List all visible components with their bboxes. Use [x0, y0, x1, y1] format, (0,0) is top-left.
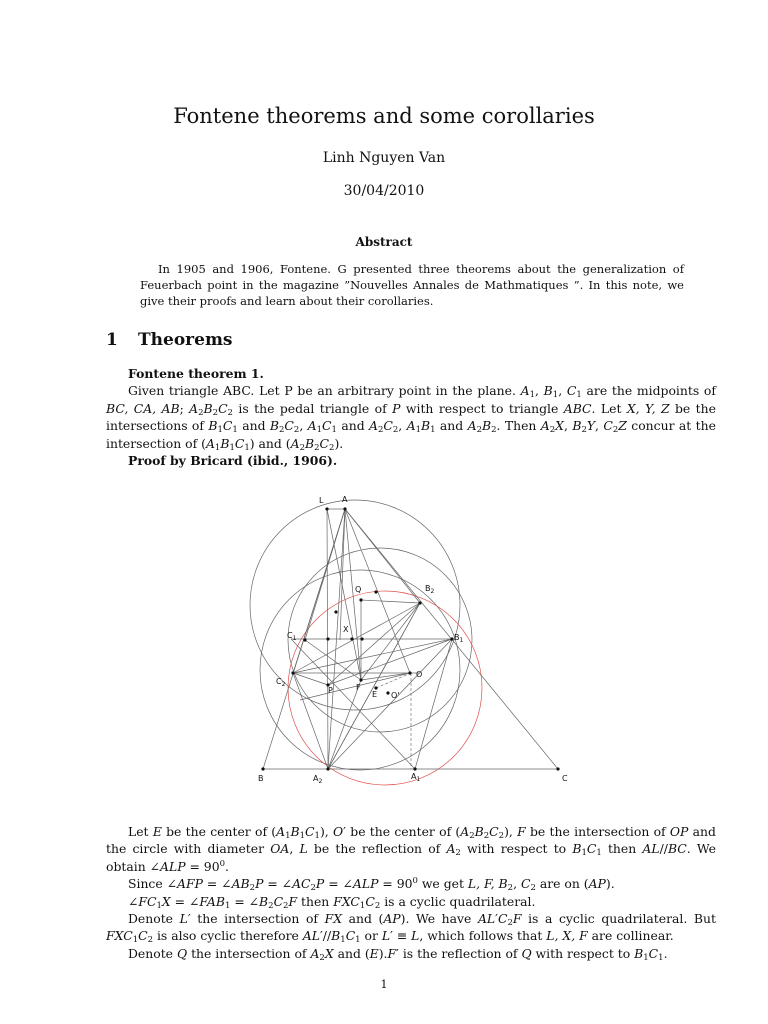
label-O: O	[416, 670, 423, 679]
proof-paragraph-2: Since ∠AFP = $\angle AB_2P$ = $\angle AC_2P$ = ∠ALP = $90^0$ we get L, F, $B_2$, $C_2$ are on (AP).	[128, 876, 615, 894]
label-E: E	[372, 690, 378, 699]
abstract	[140, 261, 684, 309]
proof-body	[106, 823, 716, 962]
author-name: Linh Nguyen Van	[322, 150, 446, 166]
label-O-prime: O'	[391, 691, 400, 700]
label-Q: Q	[355, 585, 362, 594]
proof-paragraph-3: $\angle FC_1X$ = $\angle FAB_1$ = $\angle B_2C_2F$ then $FXC_1C_2$ is a cyclic quadrilateral.	[128, 893, 536, 911]
proof-paragraph-4: Denote L′ the intersection of FX and (AP). We have $AL'C_2F$ is a cyclic quadrilateral. But $FXC_1C_2$ is also cyclic therefore $AL'//B_1C_1$ or L′ ≡ L, which follows that L, X, F are collinear.	[106, 911, 716, 946]
label-A1: $A_1$	[411, 772, 421, 783]
label-F: F	[356, 683, 361, 692]
circle-ap	[288, 548, 472, 732]
proof-paragraph-1: Let E be the center of $(A_1B_1C_1)$, O′ be the center of $(A_2B_2C_2)$, F be the intersection of OP and the circle with diameter OA, L be the reflection of $A_2$ with respect to $B_1C_1$ then AL//BC. We obtain ∠ALP = $90^0$.	[106, 824, 716, 874]
abstract-text: In 1905 and 1906, Fontene. G presented three theorems about the generalization of Feuerbach point in the magazine ”Nouvelles Annales de Mathmatiques ”. In this note, we give their proofs and learn about their corollaries.	[140, 262, 684, 308]
label-C1: $C_1$	[287, 631, 297, 642]
label-B1: $B_1$	[454, 633, 464, 644]
label-B2: $B_2$	[425, 584, 435, 595]
label-C: C	[562, 774, 568, 783]
theorem-label: Fontene theorem 1.	[128, 366, 264, 381]
proof-paragraph-5: Denote Q the intersection of $A_2X$ and (E).F′ is the reflection of Q with respect to $B_1C_1$.	[128, 945, 668, 963]
circle-red	[288, 591, 482, 785]
theorem-block	[106, 365, 716, 469]
label-X: X	[343, 625, 349, 634]
abstract-heading: Abstract	[355, 235, 413, 249]
page-number: 1	[380, 978, 388, 991]
label-A2: $A_2$	[313, 774, 323, 785]
section-number: 1	[106, 330, 118, 350]
label-A: A	[342, 495, 348, 504]
section-heading	[106, 330, 233, 350]
paper-date: 30/04/2010	[343, 183, 425, 199]
paper-title: Fontene theorems and some corollaries	[173, 104, 595, 128]
section-title: Theorems	[138, 330, 233, 350]
theorem-statement: Given triangle ABC. Let P be an arbitrary point in the plane. $A_1$, $B_1$, $C_1$ are the midpoints of BC, CA, AB; $A_2B_2C_2$ is the pedal triangle of P with respect to triangle ABC. Let X, Y, Z be the intersections of $B_1C_1$ and $B_2C_2$, $A_1C_1$ and $A_2C_2$, $A_1B_1$ and $A_2B_2$. Then $A_2X$, $B_2Y$, $C_2Z$ concur at the intersection of $(A_1B_1C_1)$ and $(A_2B_2C_2)$.	[106, 383, 716, 453]
label-P: P	[328, 686, 333, 695]
geometry-figure	[246, 489, 582, 794]
label-L: L	[319, 496, 324, 505]
proof-label: Proof by Bricard (ibid., 1906).	[128, 453, 338, 469]
label-B: B	[258, 774, 264, 783]
label-C2: $C_2$	[276, 677, 286, 688]
